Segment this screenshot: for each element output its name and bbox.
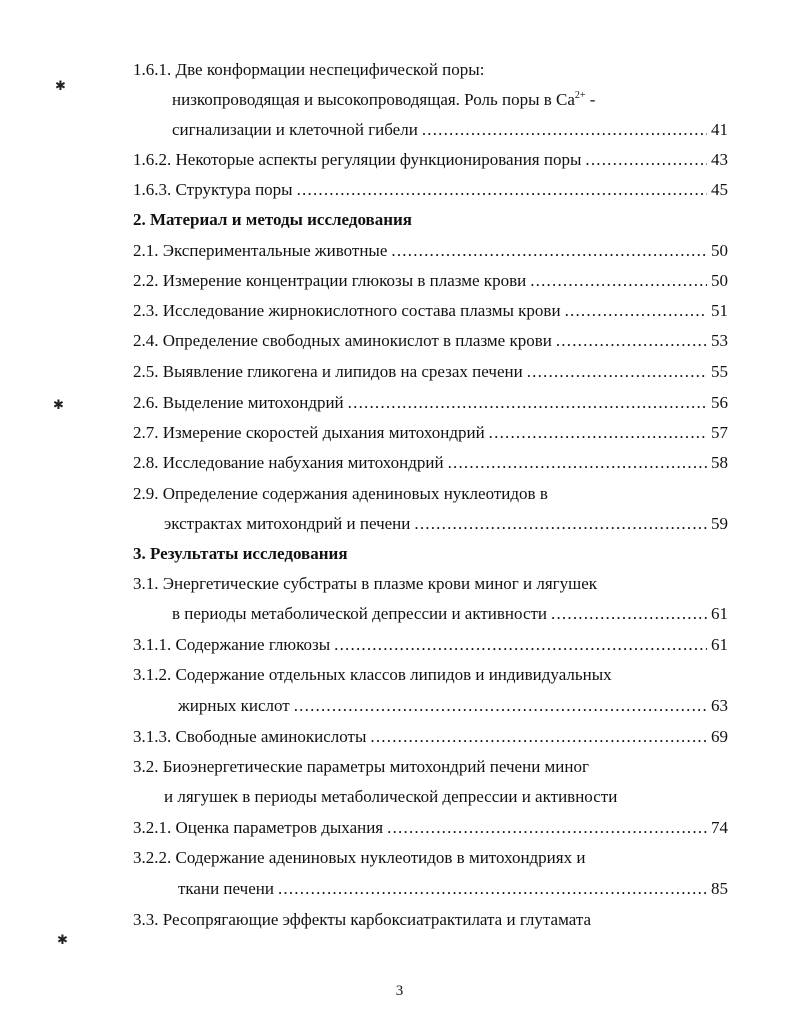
leader-dots [348,392,707,414]
toc-entry-3-2-1: 3.2.1. Оценка параметров дыхания ..... 74 [133,817,728,839]
leader-dots [334,634,707,656]
leader-dots [278,878,707,900]
scan-mark: ✱ [57,933,68,948]
page-ref: 69 [711,727,728,746]
toc-entry-2-5: 2.5. Выявление гликогена и липидов на срезах печени ..... 55 [133,361,728,383]
toc-entry-2-9-line2: экстрактах митохондрий и печени ..... 59 [164,513,728,535]
page-ref: 85 [711,879,728,898]
toc-entry-3-1-3: 3.1.3. Свободные аминокислоты ..... 69 [133,726,728,748]
toc-entry-3-1-line1: 3.1. Энергетические субстраты в плазме крови миног и лягушек [133,574,598,593]
toc-entry-3-1-2-line1: 3.1.2. Содержание отдельных классов липидов и индивидуальных [133,665,612,684]
leader-dots [294,695,707,717]
page-ref: 57 [711,423,728,442]
leader-dots [370,726,707,748]
page-ref: 61 [711,635,728,654]
leader-dots [297,179,707,201]
leader-dots [556,330,707,352]
toc-entry-1-6-1-line3: сигнализации и клеточной гибели ..... 41 [172,119,728,141]
leader-dots [422,119,707,141]
page-ref: 50 [711,271,728,290]
toc-entry-3-3: 3.3. Ресопрягающие эффекты карбоксиатрактилата и глутамата [133,910,592,929]
page-ref: 55 [711,362,728,381]
page-ref: 45 [711,180,728,199]
toc-entry-2-9-line1: 2.9. Определение содержания адениновых нуклеотидов в [133,484,548,503]
toc-entry-3-1-2-line2: жирных кислот ..... 63 [178,695,728,717]
page-ref: 41 [711,120,728,139]
page-ref: 50 [711,241,728,260]
toc-entry-2-2: 2.2. Измерение концентрации глюкозы в плазме крови ..... 50 [133,270,728,292]
page-ref: 61 [711,604,728,623]
toc-entry-2-1: 2.1. Экспериментальные животные ..... 50 [133,240,728,262]
leader-dots [527,361,707,383]
page-ref: 51 [711,301,728,320]
leader-dots [448,452,707,474]
scan-mark: ✱ [53,398,64,413]
leader-dots [530,270,707,292]
leader-dots [414,513,707,535]
leader-dots [391,240,707,262]
toc-heading-2: 2. Материал и методы исследования [133,210,413,229]
toc-entry-3-1-line2: в периоды метаболической депрессии и активности ..... 61 [172,603,728,625]
page-ref: 59 [711,514,728,533]
toc-entry-3-1-1: 3.1.1. Содержание глюкозы ..... 61 [133,634,728,656]
page-ref: 43 [711,150,728,169]
toc-entry-2-6: 2.6. Выделение митохондрий ..... 56 [133,392,728,414]
leader-dots [585,149,707,171]
toc-entry-2-4: 2.4. Определение свободных аминокислот в плазме крови ..... 53 [133,330,728,352]
page-number: 3 [395,983,404,999]
toc-heading-3: 3. Результаты исследования [133,544,348,563]
toc-entry-2-3: 2.3. Исследование жирнокислотного состава плазмы крови ..... 51 [133,300,728,322]
toc-entry-1-6-1-line2: низкопроводящая и высокопроводящая. Роль поры в $Ca^{2+}$ - [172,90,596,109]
page-ref: 63 [711,696,728,715]
leader-dots [565,300,707,322]
toc-entry-2-7: 2.7. Измерение скоростей дыхания митохондрий ..... 57 [133,422,728,444]
scan-mark: ✱ [55,79,66,94]
page-ref: 56 [711,393,728,412]
toc-entry-2-8: 2.8. Исследование набухания митохондрий ..... 58 [133,452,728,474]
toc-entry-1-6-3: 1.6.3. Структура поры ..... 45 [133,179,728,201]
toc-entry-3-2-2-line1: 3.2.2. Содержание адениновых нуклеотидов в митохондриях и [133,848,586,867]
page-ref: 74 [711,818,728,837]
toc-entry-1-6-2: 1.6.2. Некоторые аспекты регуляции функционирования поры ..... 43 [133,149,728,171]
toc-entry-1-6-1-line1: 1.6.1. Две конформации неспецифической поры: [133,60,485,79]
toc-entry-3-2-2-line2: ткани печени ..... 85 [178,878,728,900]
toc-entry-3-2-line2: и лягушек в периоды метаболической депрессии и активности [164,787,618,806]
leader-dots [387,817,707,839]
leader-dots [551,603,707,625]
page-ref: 58 [711,453,728,472]
page-ref: 53 [711,331,728,350]
leader-dots [489,422,707,444]
toc-entry-3-2-line1: 3.2. Биоэнергетические параметры митохондрий печени миног [133,757,589,776]
